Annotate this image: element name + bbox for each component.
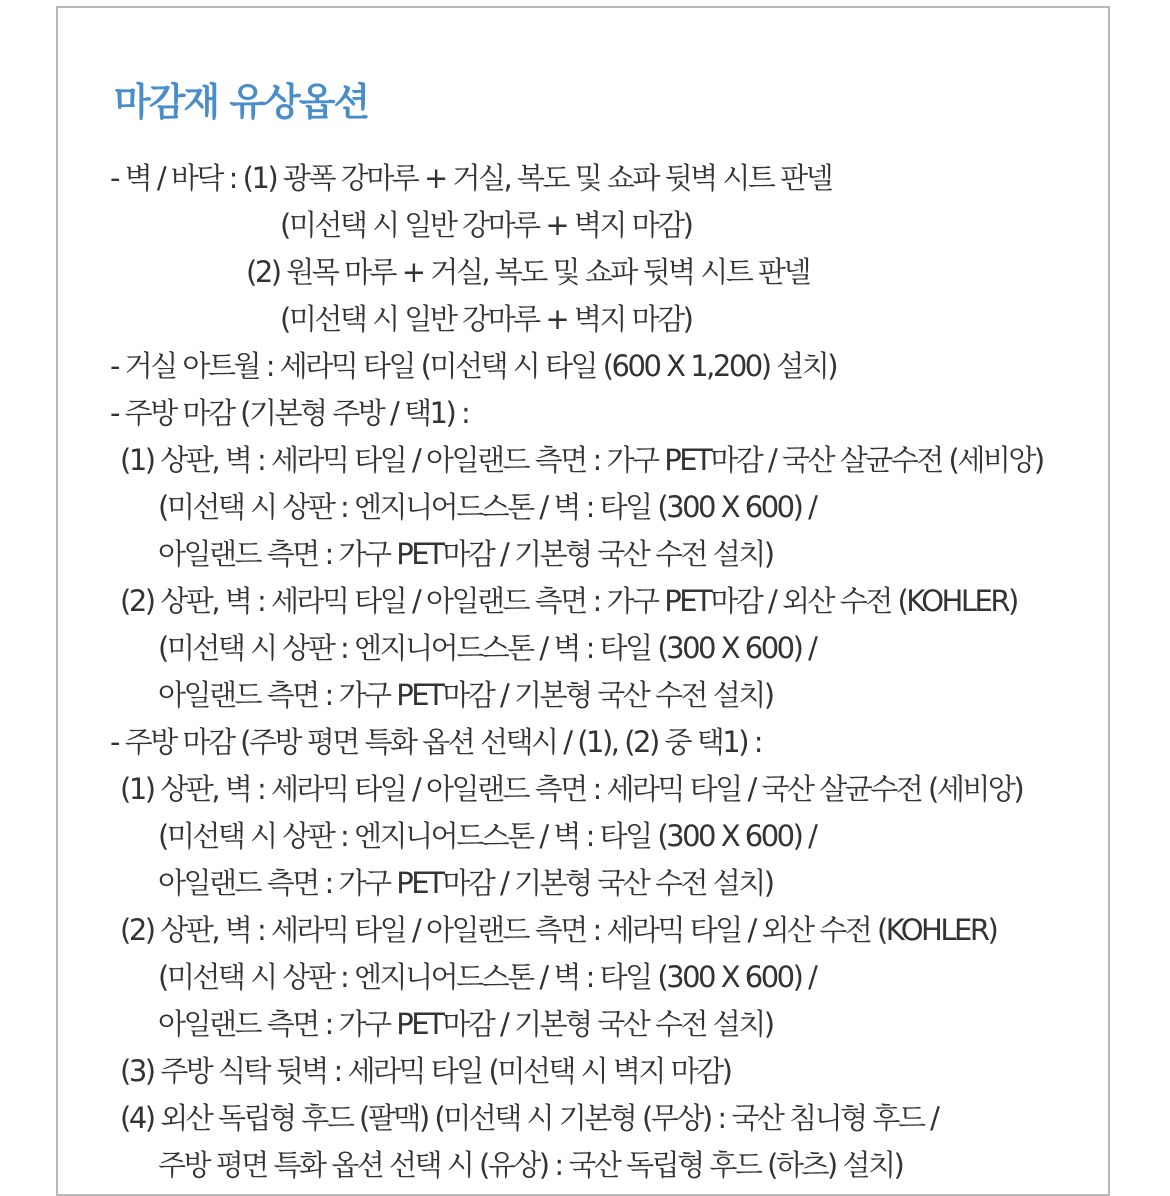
option-line: - 거실 아트월 : 세라믹 타일 (미선택 시 타일 (600 X 1,200) 설치) <box>110 349 837 383</box>
option-line: (미선택 시 일반 강마루 + 벽지 마감) <box>280 208 692 242</box>
option-line: - 주방 마감 (주방 평면 특화 옵션 선택시 / (1), (2) 중 택1) : <box>110 725 762 759</box>
option-line: (3) 주방 식탁 뒷벽 : 세라믹 타일 (미선택 시 벽지 마감) <box>120 1054 731 1088</box>
option-line: (미선택 시 상판 : 엔지니어드스톤 / 벽 : 타일 (300 X 600) / <box>158 819 816 853</box>
option-line: - 벽 / 바닥 : (1) 광폭 강마루 + 거실, 복도 및 쇼파 뒷벽 시트 판넬 <box>110 161 832 195</box>
option-line: (2) 상판, 벽 : 세라믹 타일 / 아일랜드 측면 : 가구 PET마감 / 외산 수전 (KOHLER) <box>120 584 1017 618</box>
section-title: 마감재 유상옵션 <box>114 80 369 124</box>
option-line: (미선택 시 일반 강마루 + 벽지 마감) <box>280 302 692 336</box>
option-line: (1) 상판, 벽 : 세라믹 타일 / 아일랜드 측면 : 세라믹 타일 / 국산 살균수전 (세비앙) <box>120 772 1023 806</box>
option-line: 주방 평면 특화 옵션 선택 시 (유상) : 국산 독립형 후드 (하츠) 설치) <box>158 1148 903 1182</box>
option-line: (미선택 시 상판 : 엔지니어드스톤 / 벽 : 타일 (300 X 600) / <box>158 960 816 994</box>
option-line: (1) 상판, 벽 : 세라믹 타일 / 아일랜드 측면 : 가구 PET마감 / 국산 살균수전 (세비앙) <box>120 443 1043 477</box>
option-line: (2) 상판, 벽 : 세라믹 타일 / 아일랜드 측면 : 세라믹 타일 / 외산 수전 (KOHLER) <box>120 913 997 947</box>
option-line: 아일랜드 측면 : 가구 PET마감 / 기본형 국산 수전 설치) <box>158 866 773 900</box>
option-line: (4) 외산 독립형 후드 (팔맥) (미선택 시 기본형 (무상) : 국산 침니형 후드 / <box>120 1101 938 1135</box>
option-line: 아일랜드 측면 : 가구 PET마감 / 기본형 국산 수전 설치) <box>158 678 773 712</box>
option-line: - 주방 마감 (기본형 주방 / 택1) : <box>110 396 469 430</box>
option-line: (미선택 시 상판 : 엔지니어드스톤 / 벽 : 타일 (300 X 600) / <box>158 631 816 665</box>
option-line: (미선택 시 상판 : 엔지니어드스톤 / 벽 : 타일 (300 X 600) / <box>158 490 816 524</box>
option-line: 아일랜드 측면 : 가구 PET마감 / 기본형 국산 수전 설치) <box>158 1007 773 1041</box>
options-panel <box>56 6 1110 1196</box>
option-line: 아일랜드 측면 : 가구 PET마감 / 기본형 국산 수전 설치) <box>158 537 773 571</box>
option-line: (2) 원목 마루 + 거실, 복도 및 쇼파 뒷벽 시트 판넬 <box>246 255 810 289</box>
